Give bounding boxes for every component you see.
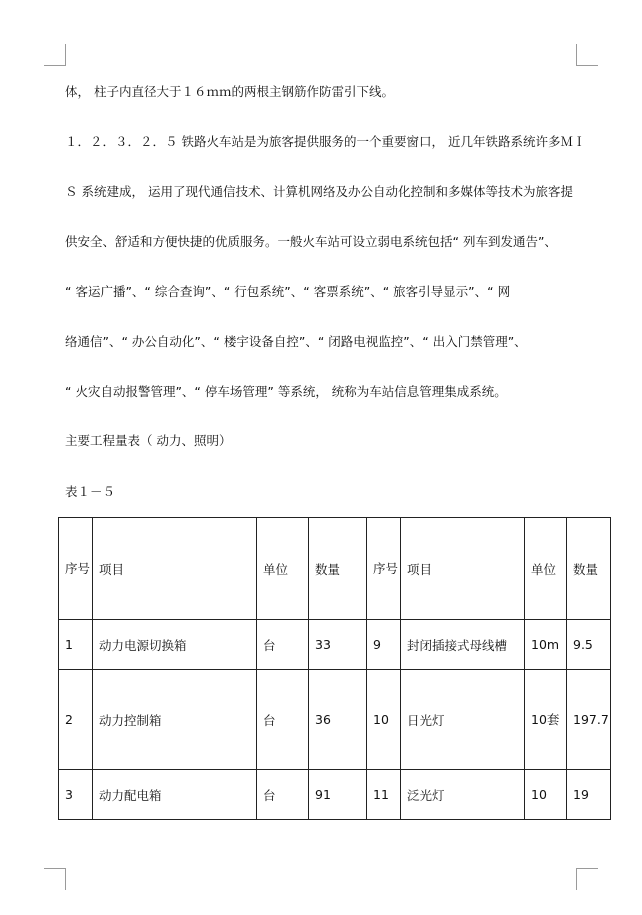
paragraph-line: 供安全、舒适和方便快捷的优质服务。一般火车站可设立弱电系统包括“ 列车到发通告”、 (65, 234, 557, 249)
paragraph-line: Ｓ 系统建成， 运用了现代通信技术、计算机网络及办公自动化控制和多媒体等技术为旅客提 (65, 184, 573, 199)
crop-mark-bottom-right-vertical (576, 868, 577, 890)
crop-mark-top-right-horizontal (576, 65, 598, 66)
cell-unit: 10 (525, 770, 567, 820)
header-unit: 单位 (525, 518, 567, 620)
table-row (59, 770, 611, 820)
table-number: 表１－５ (65, 484, 116, 499)
cell-unit: 10m (525, 620, 567, 670)
cell-item: 日光灯 (401, 670, 525, 770)
header-qty: 数量 (567, 518, 611, 620)
cell-item: 动力配电箱 (93, 770, 257, 820)
table-title: 主要工程量表（ 动力、照明） (65, 433, 232, 448)
cell-unit: 台 (257, 670, 309, 770)
paragraph-line: “ 客运广播”、“ 综合查询”、“ 行包系统”、“ 客票系统”、“ 旅客引导显示”、“ 网 (65, 284, 511, 299)
crop-mark-bottom-right-horizontal (576, 868, 598, 869)
cell-unit: 台 (257, 620, 309, 670)
header-item: 项目 (401, 518, 525, 620)
cell-item: 动力电源切换箱 (93, 620, 257, 670)
crop-mark-bottom-left-horizontal (44, 868, 66, 869)
paragraph-line: 络通信”、“ 办公自动化”、“ 楼宇设备自控”、“ 闭路电视监控”、“ 出入门禁管理”、 (65, 334, 527, 349)
cell-qty: 19 (567, 770, 611, 820)
paragraph-line: 体， 柱子内直径大于１６ｍｍ的两根主钢筋作防雷引下线。 (65, 84, 394, 99)
paragraph-line: １．２．３．２．５ 铁路火车站是为旅客提供服务的一个重要窗口， 近几年铁路系统许多ＭＩ (65, 134, 586, 149)
header-unit: 单位 (257, 518, 309, 620)
paragraph-line: “ 火灾自动报警管理”、“ 停车场管理” 等系统， 统称为车站信息管理集成系统。 (65, 384, 507, 399)
crop-mark-top-left-horizontal (44, 65, 66, 66)
cell-qty: 33 (309, 620, 367, 670)
cell-unit: 10套 (525, 670, 567, 770)
header-qty: 数量 (309, 518, 367, 620)
table-header-row (59, 518, 611, 620)
cell-seq: 11 (367, 770, 401, 820)
cell-seq: 1 (59, 620, 93, 670)
table-row (59, 670, 611, 770)
cell-unit: 台 (257, 770, 309, 820)
cell-qty: 197.7 (567, 670, 611, 770)
cell-seq: 10 (367, 670, 401, 770)
header-seq: 序号 (367, 518, 401, 620)
cell-qty: 91 (309, 770, 367, 820)
cell-item: 泛光灯 (401, 770, 525, 820)
cell-qty: 36 (309, 670, 367, 770)
cell-seq: 3 (59, 770, 93, 820)
crop-mark-bottom-left-vertical (65, 868, 66, 890)
table-row (59, 620, 611, 670)
cell-seq: 9 (367, 620, 401, 670)
header-item: 项目 (93, 518, 257, 620)
crop-mark-top-right-vertical (576, 44, 577, 66)
cell-item: 动力控制箱 (93, 670, 257, 770)
cell-item: 封闭插接式母线槽 (401, 620, 525, 670)
cell-qty: 9.5 (567, 620, 611, 670)
cell-seq: 2 (59, 670, 93, 770)
crop-mark-top-left-vertical (65, 44, 66, 66)
quantities-table (58, 517, 611, 820)
header-seq: 序号 (59, 518, 93, 620)
